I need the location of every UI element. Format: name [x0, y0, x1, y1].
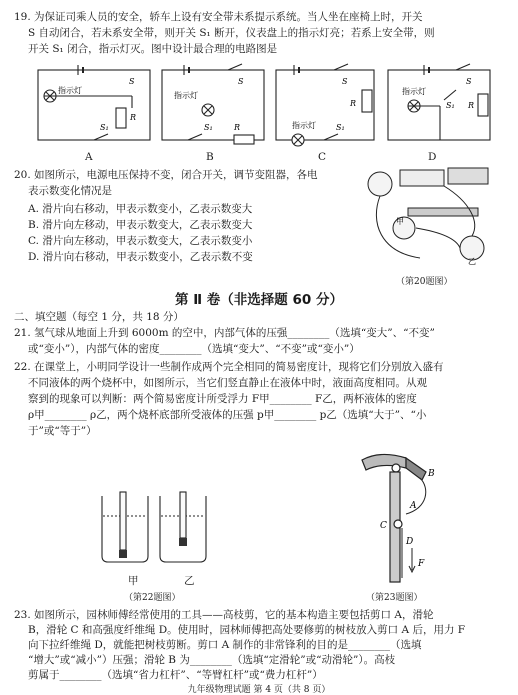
svg-text:R: R: [130, 113, 137, 122]
q19-line-1: 19. 为保证司乘人员的安全，轿车上设有安全带未系提示系统。当人坐在座椅上时，开关: [14, 11, 423, 23]
section-subtitle: 二、填空题（每空 1 分，共 18 分）: [14, 311, 184, 323]
q22-line-1: 22. 在课堂上，小明同学设计一些制作成两个完全相同的简易密度计，现将它们分别放入盛有: [14, 361, 444, 373]
beaker-label-jia: 甲: [128, 575, 139, 587]
q21-line-2: 或“变小”），内部气体的密度________（选填“变大”、“不变”或“变小”）: [28, 343, 360, 355]
svg-text:指示灯: 指示灯: [402, 87, 426, 96]
circuit-c: [272, 60, 378, 148]
option-b-label: B: [206, 151, 214, 163]
q23-line-4: “增大”或“减小”）压强；滑轮 B 为________（选填“定滑轮”或“动滑轮”）。高枝: [28, 654, 396, 666]
q23-figure-caption: （第23题图）: [366, 593, 423, 603]
q22-figure-caption: （第22题图）: [124, 593, 181, 603]
svg-text:S₁: S₁: [204, 123, 213, 132]
circuit-b: [158, 60, 268, 148]
q20-option-a: A. 滑片向右移动，甲表示数变小，乙表示数变大: [28, 203, 253, 215]
option-c-label: C: [318, 151, 327, 163]
svg-text:A: A: [410, 501, 417, 511]
svg-text:甲: 甲: [396, 217, 404, 226]
svg-text:S: S: [129, 77, 135, 86]
svg-text:指示灯: 指示灯: [292, 121, 316, 130]
q19-line-3: 开关 S₁ 闭合，指示灯灭。图中设计最合理的电路图是: [28, 43, 278, 55]
svg-text:R: R: [234, 123, 241, 132]
q20-option-b: B. 滑片向左移动，甲表示数变大，乙表示数变大: [28, 219, 253, 231]
option-a-label: A: [85, 151, 93, 163]
q22-line-5: 于”或“等于”）: [28, 425, 97, 437]
q20-figure-caption: （第20题图）: [396, 277, 453, 287]
q20-figure: [360, 162, 500, 272]
svg-text:S: S: [466, 77, 472, 86]
q21-line-1: 21. 氢气球从地面上升到 6000m 的空中，内部气体的压强________（选填“变大”、“不变”: [14, 327, 435, 339]
page-footer: 九年级物理试题 第 4 页（共 8 页）: [187, 685, 331, 695]
q23-line-5: 剪属于________（选填“省力杠杆”、“等臂杠杆”或“费力杠杆”）: [28, 669, 323, 681]
q20-option-d: D. 滑片向右移动，甲表示数变小，乙表示数不变: [28, 251, 253, 263]
svg-text:S: S: [238, 77, 244, 86]
option-d-label: D: [428, 151, 437, 163]
q23-line-1: 23. 如图所示，园林师傅经常使用的工具——高枝剪，它的基本构造主要包括剪口 A，滑轮: [14, 609, 434, 621]
circuit-d: [384, 60, 494, 148]
q22-line-2: 不同液体的两个烧杯中，如图所示，当它们竖直静止在液体中时，液面高度相同。从观: [28, 377, 427, 389]
q20-option-c: C. 滑片向左移动，甲表示数变大，乙表示数变小: [28, 235, 253, 247]
circuit-a: [34, 60, 154, 148]
q23-line-3: 向下拉纤维绳 D，就能把树枝剪断。剪口 A 制作的非常锋利的目的是________（选填: [28, 639, 422, 651]
beaker-label-yi: 乙: [184, 575, 195, 587]
q19-line-2: S 自动闭合，若未系安全带，则开关 S₁ 断开，仪表盘上的指示灯亮；若系上安全带，则: [28, 27, 435, 39]
circuit-a-lamp-label: 指示灯: [58, 86, 82, 95]
q20-line-1: 20. 如图所示，电源电压保持不变，闭合开关，调节变阻器，各电: [14, 169, 318, 181]
q22-beakers-figure: [96, 490, 216, 570]
svg-text:D: D: [406, 537, 414, 547]
svg-text:S₁: S₁: [100, 123, 109, 132]
svg-text:R: R: [350, 99, 357, 108]
svg-text:C: C: [380, 521, 387, 531]
svg-text:R: R: [468, 101, 475, 110]
q23-line-2: B，滑轮 C 和高强度纤维绳 D。使用时，园林师傅把高处要修剪的树枝放入剪口 A 后，用力 F: [28, 624, 466, 636]
svg-text:F: F: [418, 559, 425, 569]
svg-text:S: S: [342, 77, 348, 86]
svg-text:S₁: S₁: [446, 101, 455, 110]
q22-line-3: 察到的现象可以判断：两个简易密度计所受浮力 F甲________ F乙，两杯液体的密度: [28, 393, 417, 405]
q22-line-4: ρ甲________ ρ乙，两个烧杯底部所受液体的压强 p甲________ p乙（选填“大于”、“小: [28, 409, 427, 421]
q20-line-2: 表示数变化情况是: [28, 185, 112, 197]
svg-text:指示灯: 指示灯: [174, 91, 198, 100]
q23-pruner-figure: [340, 448, 460, 588]
svg-text:乙: 乙: [468, 257, 476, 266]
svg-text:S₁: S₁: [336, 123, 345, 132]
section-title: 第 Ⅱ 卷（非选择题 60 分）: [175, 292, 343, 308]
svg-text:B: B: [428, 469, 435, 479]
